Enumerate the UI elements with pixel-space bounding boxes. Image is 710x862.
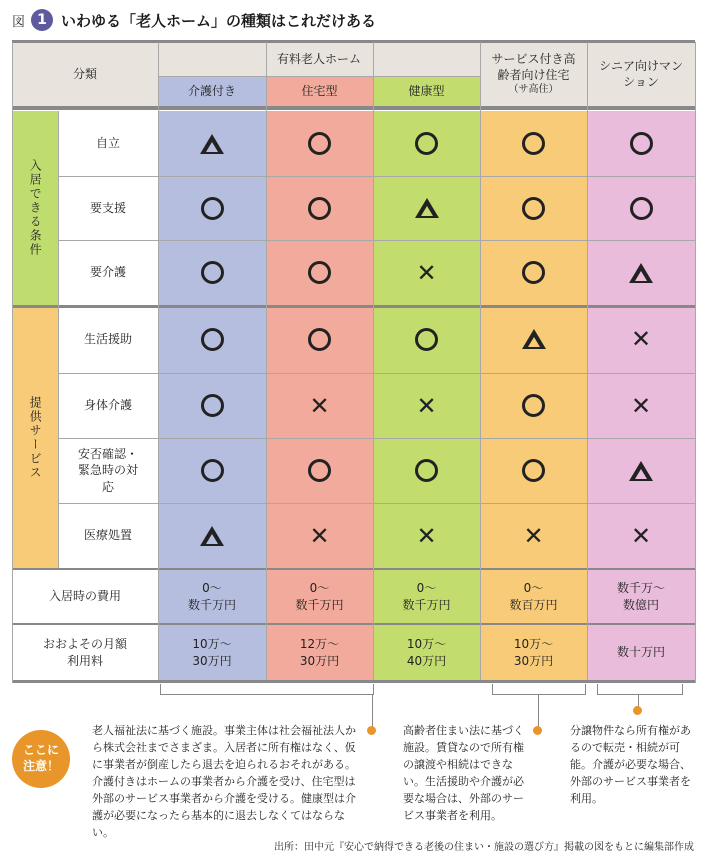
mark-cell-healthy xyxy=(373,373,480,438)
caution-badge-text: ここに 注意！ xyxy=(22,743,59,773)
cross-icon: ✕ xyxy=(309,391,330,420)
cross-icon: ✕ xyxy=(630,521,652,550)
circle-icon xyxy=(415,132,438,155)
mark-cell-care xyxy=(158,240,266,305)
triangle-icon xyxy=(522,329,546,349)
cross-icon: ✕ xyxy=(523,521,544,550)
circle-icon xyxy=(308,459,331,482)
row-label: 身体介護 xyxy=(83,398,132,413)
col-header-sakou xyxy=(480,42,587,106)
paid-home-label: 有料老人ホーム xyxy=(276,51,361,66)
cost-cell-residential xyxy=(266,570,373,623)
mark-cell-sakou xyxy=(480,111,587,176)
mark-cell-senior xyxy=(587,176,695,240)
col-header-senior xyxy=(587,42,695,106)
row-header xyxy=(58,438,158,503)
cross-icon: ✕ xyxy=(630,391,652,420)
mark-cell-senior xyxy=(587,503,695,568)
cost-cell-residential xyxy=(266,625,373,680)
figure-number-badge: 1 xyxy=(31,9,53,31)
mark-cell-care xyxy=(158,111,266,176)
cost-cell-care xyxy=(158,570,266,623)
mark-cell-healthy xyxy=(373,503,480,568)
row-header xyxy=(58,373,158,438)
col-label-sakou: サービス付き高齢者向け住宅 xyxy=(491,52,576,83)
cost-cell-healthy xyxy=(373,625,480,680)
note-paid-home: 老人福祉法に基づく施設。事業主体は社会福祉法人から株式会社までさまざま。入居者に所有権はなく、仮に事業者が倒産したら退去を迫られるおそれがある。介護付きはホームの事業者から介護を受け、住宅型は外部のサービス事業者から介護を受ける。健康型は介護が必要になったら基本的に退去しなくてはならない。 xyxy=(92,724,356,839)
mark-cell-senior xyxy=(587,240,695,305)
mark-cell-residential xyxy=(266,111,373,176)
row-label: 要支援 xyxy=(89,200,126,215)
triangle-icon xyxy=(200,526,224,546)
row-label: 安否確認・緊急時の対応 xyxy=(78,447,139,494)
paid-home-header xyxy=(158,42,480,76)
cost-cell-senior xyxy=(587,570,695,623)
cost-cell-sakou xyxy=(480,625,587,680)
cost-cell-care xyxy=(158,625,266,680)
cost-value: 0～ 数千万円 xyxy=(402,581,451,612)
circle-icon xyxy=(522,459,545,482)
cost-value: 数十万円 xyxy=(616,645,665,660)
cross-icon: ✕ xyxy=(416,521,437,550)
group-conditions xyxy=(12,111,58,305)
mark-cell-care xyxy=(158,176,266,240)
circle-icon xyxy=(415,328,438,351)
cost-value: 0～ 数千万円 xyxy=(187,581,236,612)
cost-value: 10万～ 30万円 xyxy=(192,637,232,668)
cost-value: 0～ 数百万円 xyxy=(509,581,558,612)
caution-badge xyxy=(12,730,70,788)
group-label-services: 提供サービス xyxy=(28,396,43,480)
mark-cell-sakou xyxy=(480,438,587,503)
row-header xyxy=(58,240,158,305)
mark-cell-sakou xyxy=(480,176,587,240)
cross-icon: ✕ xyxy=(416,258,437,287)
circle-icon xyxy=(308,328,331,351)
group-label-conditions: 入居できる条件 xyxy=(28,159,43,257)
cost-value: 0～ 数千万円 xyxy=(295,581,344,612)
col-label-healthy: 健康型 xyxy=(408,83,445,98)
circle-icon xyxy=(308,132,331,155)
mark-cell-residential xyxy=(266,305,373,373)
row-header xyxy=(58,503,158,568)
row-label: 医療処置 xyxy=(83,528,132,543)
col-label-residential: 住宅型 xyxy=(301,83,338,98)
mark-cell-sakou xyxy=(480,305,587,373)
cost-row-label: 入居時の費用 xyxy=(48,589,121,604)
cost-row-header xyxy=(12,625,158,680)
mark-cell-healthy xyxy=(373,111,480,176)
cost-value: 12万～ 30万円 xyxy=(299,637,340,668)
circle-icon xyxy=(201,459,224,482)
circle-icon xyxy=(201,261,224,284)
bracket-sakou xyxy=(492,684,586,695)
cost-cell-sakou xyxy=(480,570,587,623)
mark-cell-healthy xyxy=(373,305,480,373)
mark-cell-sakou xyxy=(480,240,587,305)
cross-icon: ✕ xyxy=(416,391,437,420)
triangle-icon xyxy=(629,263,653,283)
circle-icon xyxy=(522,261,545,284)
cost-cell-senior xyxy=(587,625,695,680)
mark-cell-residential xyxy=(266,438,373,503)
cost-row-header xyxy=(12,570,158,623)
cross-icon: ✕ xyxy=(309,521,330,550)
col-label-senior: シニア向けマンション xyxy=(598,58,683,89)
classification-header xyxy=(12,42,158,106)
note-sakou: 高齢者住まい法に基づく施設。賃貸なので所有権の譲渡や相続はできない。生活援助や介護が必要な場合は、外部のサービス事業者を利用。 xyxy=(403,724,524,822)
cost-value: 10万～ 30万円 xyxy=(513,637,554,668)
mark-cell-residential xyxy=(266,240,373,305)
circle-icon xyxy=(201,197,224,220)
mark-cell-care xyxy=(158,438,266,503)
mark-cell-healthy xyxy=(373,240,480,305)
cost-value: 数千万～ 数億円 xyxy=(616,581,665,612)
note-senior: 分譲物件なら所有権があるので転売・相続が可能。介護が必要な場合、外部のサービス事業者を利用。 xyxy=(570,724,691,805)
cost-value: 10万～ 40万円 xyxy=(406,637,447,668)
mark-cell-senior xyxy=(587,373,695,438)
mark-cell-residential xyxy=(266,373,373,438)
mark-cell-healthy xyxy=(373,176,480,240)
mark-cell-sakou xyxy=(480,503,587,568)
circle-icon xyxy=(308,197,331,220)
mark-cell-care xyxy=(158,503,266,568)
mark-cell-residential xyxy=(266,176,373,240)
circle-icon xyxy=(522,394,545,417)
mark-cell-senior xyxy=(587,305,695,373)
circle-icon xyxy=(630,197,653,220)
row-header xyxy=(58,305,158,373)
mark-cell-care xyxy=(158,373,266,438)
circle-icon xyxy=(201,394,224,417)
col-header-care xyxy=(158,76,266,106)
mark-cell-sakou xyxy=(480,373,587,438)
col-label-care: 介護付き xyxy=(187,83,236,98)
col-label-sakou-sub: （サ高住） xyxy=(508,84,559,96)
cross-icon: ✕ xyxy=(630,325,652,353)
bracket-senior xyxy=(597,684,683,695)
note-marker-senior xyxy=(633,706,642,715)
bracket-paid-home xyxy=(160,684,374,695)
figure-label: 図 xyxy=(12,14,26,30)
note-marker-paid-home xyxy=(367,726,376,735)
triangle-icon xyxy=(200,134,224,154)
circle-icon xyxy=(522,197,545,220)
col-header-healthy xyxy=(373,76,480,106)
mark-cell-senior xyxy=(587,438,695,503)
mark-cell-residential xyxy=(266,503,373,568)
col-header-residential xyxy=(266,76,373,106)
row-label: 自立 xyxy=(95,136,120,151)
row-label: 要介護 xyxy=(89,265,126,280)
cost-cell-healthy xyxy=(373,570,480,623)
mark-cell-care xyxy=(158,305,266,373)
group-services xyxy=(12,308,58,568)
circle-icon xyxy=(308,261,331,284)
source-credit: 出所：田中元『安心で納得できる老後の住まい・施設の選び方』掲載の図をもとに編集部作成 xyxy=(274,842,694,853)
cost-row-label: おおよその月額 利用料 xyxy=(42,637,127,668)
figure-header xyxy=(12,8,376,32)
mark-cell-healthy xyxy=(373,438,480,503)
note-marker-sakou xyxy=(533,726,542,735)
mark-cell-senior xyxy=(587,111,695,176)
circle-icon xyxy=(630,132,653,155)
row-header xyxy=(58,111,158,176)
row-header xyxy=(58,176,158,240)
row-label: 生活援助 xyxy=(83,331,132,346)
circle-icon xyxy=(522,132,545,155)
triangle-icon xyxy=(629,461,653,481)
classification-label: 分類 xyxy=(72,66,97,81)
triangle-icon xyxy=(415,198,439,218)
figure-title: いわゆる「老人ホーム」の種類はこれだけある xyxy=(61,11,377,30)
circle-icon xyxy=(201,328,224,351)
circle-icon xyxy=(415,459,438,482)
